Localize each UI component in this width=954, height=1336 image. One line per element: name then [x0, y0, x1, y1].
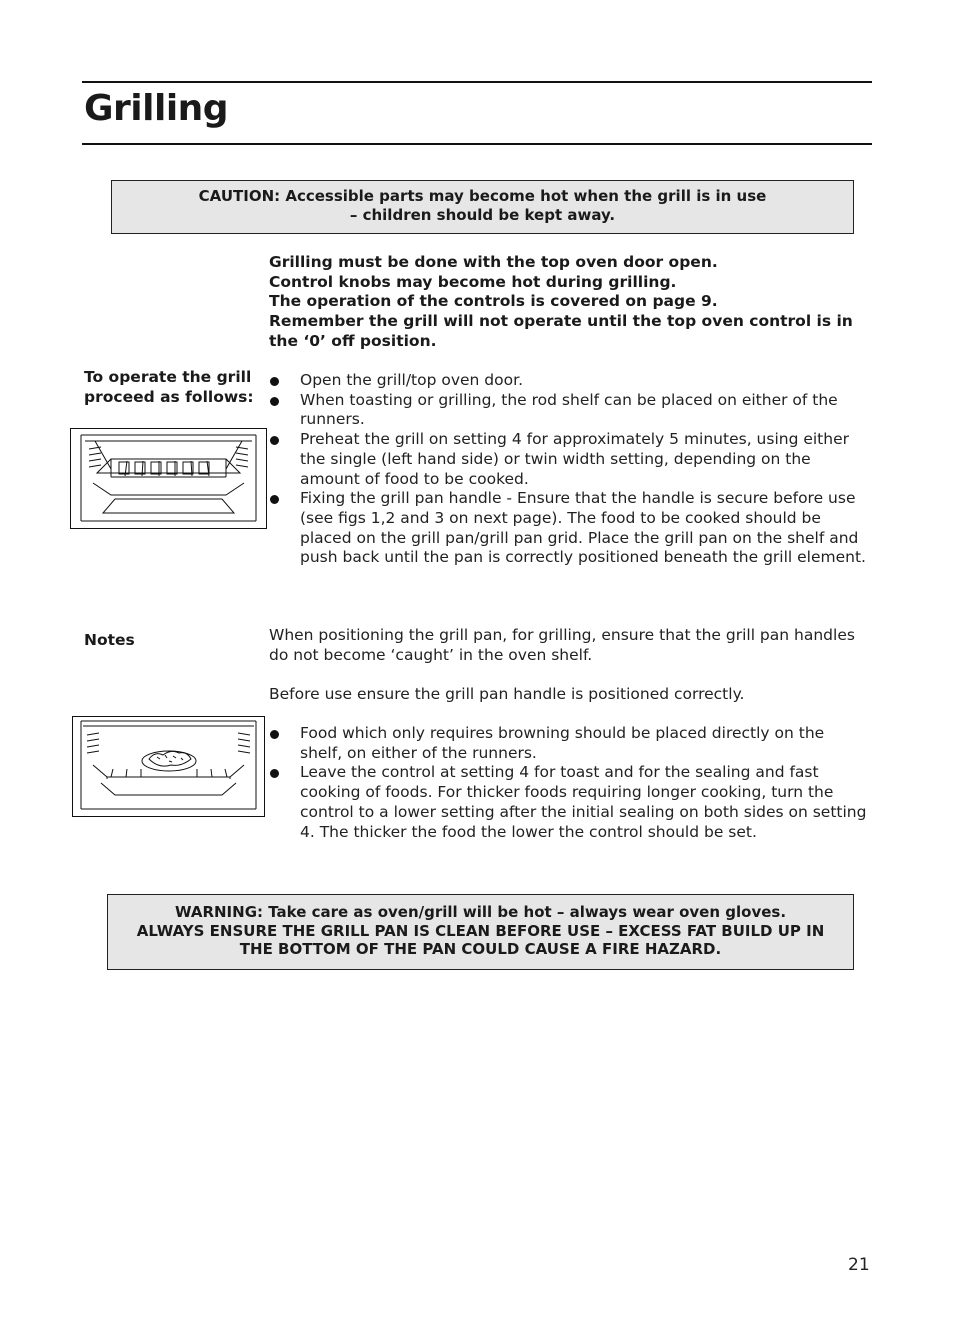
page-title: Grilling: [84, 88, 229, 129]
bullet-icon: [270, 377, 279, 386]
list-item: [269, 391, 871, 430]
warning-line-1: WARNING: Take care as oven/grill will be hot – always wear oven gloves.: [174, 903, 787, 921]
bullet-icon: [270, 769, 279, 778]
warning-line-2: ALWAYS ENSURE THE GRILL PAN IS CLEAN BEFORE USE – EXCESS FAT BUILD UP IN: [136, 921, 825, 940]
intro-line: Grilling must be done with the top oven door open.: [269, 253, 718, 271]
warning-box: [107, 894, 854, 970]
operate-label-line-1: To operate the grill: [84, 368, 252, 386]
caution-line-1: CAUTION: Accessible parts may become hot when the grill is in use: [198, 187, 767, 205]
bullet-icon: [270, 436, 279, 445]
list-item: [269, 371, 871, 391]
intro-line: Control knobs may become hot during grilling.: [269, 272, 677, 291]
bullet-icon: [270, 730, 279, 739]
bullet-text: Food which only requires browning should be placed directly on the shelf, on either of the runners.: [300, 724, 825, 762]
top-rule: [82, 81, 872, 83]
bullet-text: Open the grill/top oven door.: [300, 371, 523, 389]
bullet-icon: [270, 495, 279, 504]
intro-block: [269, 253, 869, 352]
oven-shelf-icon: [71, 429, 266, 528]
notes-bullet-list: [269, 724, 871, 842]
list-item: [269, 724, 871, 763]
list-item: [269, 763, 871, 842]
operate-label-line-2: proceed as follows:: [84, 388, 254, 406]
caution-line-2: – children should be kept away.: [349, 206, 616, 224]
operate-label: [84, 367, 254, 407]
title-underline-rule: [82, 143, 872, 145]
caution-box: [111, 180, 854, 234]
notes-paragraph-1: When positioning the grill pan, for grilling, ensure that the grill pan handles do not become ‘caught’ in the oven shelf.: [269, 626, 855, 664]
bullet-text: Leave the control at setting 4 for toast and for the sealing and fast cooking of foods. For thicker foods requiring longer cooking, turn the control to a lower setting after the initial sealing on both sides on setting 4. The thicker the food the lower the control should be set.: [300, 763, 867, 841]
intro-line: The operation of the controls is covered on page 9.: [269, 292, 718, 311]
grill-shelf-illustration: [70, 428, 267, 529]
warning-line-3: THE BOTTOM OF THE PAN COULD CAUSE A FIRE HAZARD.: [239, 940, 722, 958]
bullet-text: Preheat the grill on setting 4 for approximately 5 minutes, using either the single (left hand side) or twin width setting, depending on the amount of food to be cooked.: [300, 430, 849, 488]
bullet-text: When toasting or grilling, the rod shelf can be placed on either of the runners.: [300, 390, 838, 429]
bullet-icon: [270, 397, 279, 406]
operate-bullet-list: [269, 371, 871, 568]
bullet-text: Fixing the grill pan handle - Ensure that the handle is secure before use (see figs 1,2 and 3 on next page). The food to be cooked should be placed on the grill pan/grill pan grid. Place the grill pan on the shelf and push back until the pan is correctly positioned beneath the grill element.: [300, 489, 866, 567]
list-item: [269, 489, 871, 568]
page-number: 21: [848, 1255, 870, 1275]
intro-line: Remember the grill will not operate until the top oven control is in the ‘0’ off position.: [269, 312, 853, 350]
notes-paragraph-2: Before use ensure the grill pan handle is positioned correctly.: [269, 685, 745, 703]
oven-food-icon: [73, 717, 264, 816]
food-on-shelf-illustration: [72, 716, 265, 817]
list-item: [269, 430, 871, 489]
notes-label: Notes: [84, 631, 135, 649]
